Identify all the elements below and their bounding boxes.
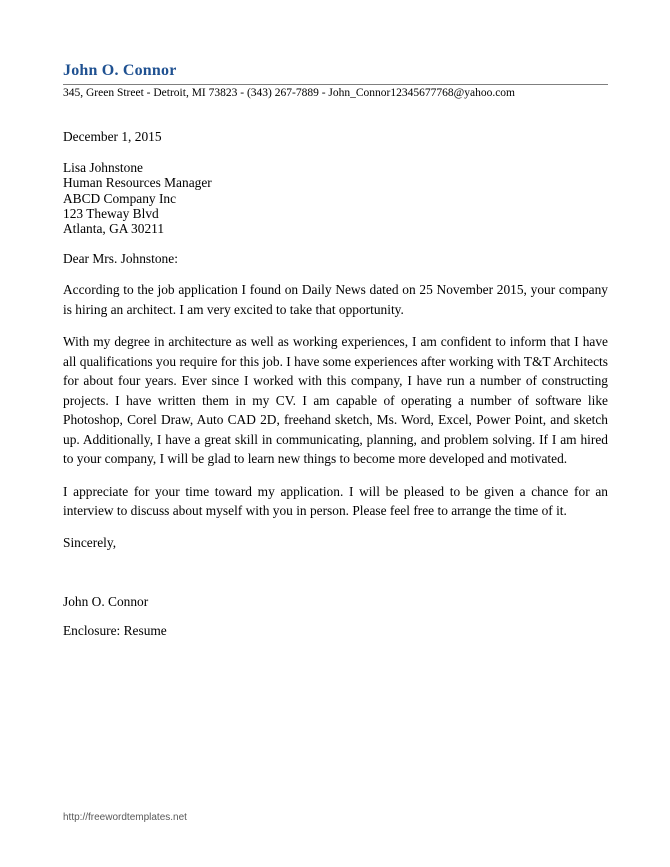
recipient-name: Lisa Johnstone [63,160,143,175]
footer-url: http://freewordtemplates.net [63,812,187,823]
letter-content [63,62,608,639]
recipient-city: Atlanta, GA 30211 [63,221,165,237]
body-paragraph-3: I appreciate for your time toward my application. I will be pleased to be given a chance for an interview to discuss about myself with you in person. Please feel free to arrange the time of it. [63,483,608,519]
enclosure-note: Enclosure: Resume [63,622,167,638]
header-rule [63,84,608,85]
body-paragraph-1: According to the job application I found on Daily News dated on 25 November 2015, your company is hiring an architect. I am very excited to take that opportunity. [63,282,608,317]
recipient-block [63,160,608,236]
sender-contact-line: 345, Green Street - Detroit, MI 73823 - (343) 267-7889 - John_Connor12345677768@yahoo.com [63,87,515,99]
closing: Sincerely, [63,534,117,550]
letter-date: December 1, 2015 [63,129,162,144]
salutation: Dear Mrs. Johnstone: [63,251,178,267]
recipient-street: 123 Theway Blvd [63,205,159,221]
recipient-title: Human Resources Manager [63,175,212,191]
signature-name: John O. Connor [63,593,149,609]
sender-name: John O. Connor [63,62,177,79]
body-paragraph-2: With my degree in architecture as well as working experiences, I am confident to inform that I have all qualifications you require for this job. I have some experiences after working with T&T Architects for about four years. Ever since I worked with this company, I have run a number of constructing projects. I have written them in my CV. I am capable of operating a number of software like Photoshop, Corel Draw, Auto CAD 2D, freehand sketch, Ms. Word, Excel, Power Point, and sketch up. Additionally, I have a great skill in communicating, planning, and problem solving. If I am hired to your company, I will be glad to learn new things to become more developed and motivated. [63,334,608,467]
recipient-company: ABCD Company Inc [63,190,177,206]
